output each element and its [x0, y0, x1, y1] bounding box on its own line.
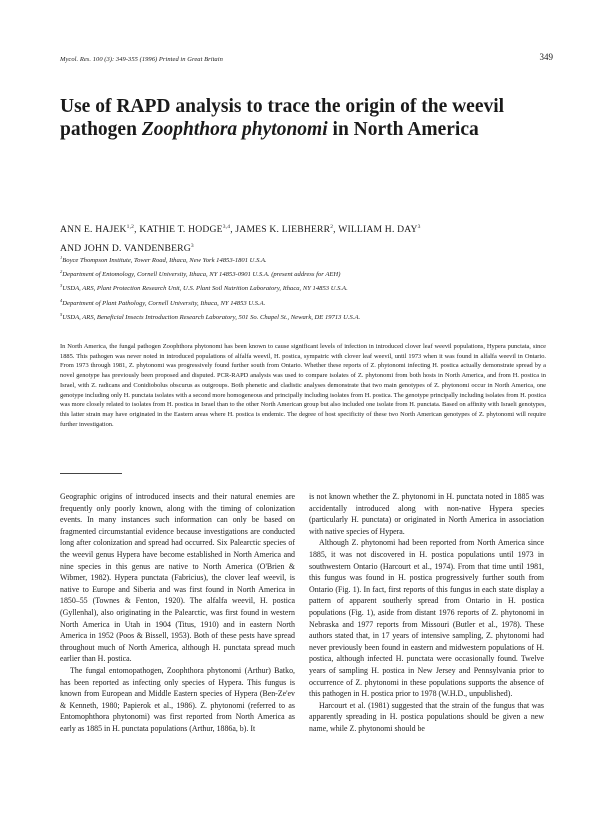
author [139, 224, 230, 235]
title-line-2-suffix: in North America [327, 119, 479, 140]
author [60, 224, 134, 235]
affiliation-list [60, 252, 550, 323]
author-name: WILLIAM H. DAY [338, 224, 418, 236]
author-name: ANN E. HAJEK [60, 224, 127, 236]
author-affiliation-marker: 3 [190, 243, 194, 250]
title-line-1: Use of RAPD analysis to trace the origin of the weevil [60, 96, 505, 117]
body-column-left [60, 491, 295, 734]
body-paragraph: Although Z. phytonomi had been reported from North America since 1885, it was not discovered in H. postica populations until 1973 in southwestern Ontario (Harcourt et al., 1974). From that time until 1981, this fungus was found in H. postica progressively further south from Ontario (Fig. 1). In fact, first reports of this fungus in each state display a pattern of apparent southerly spread from Ontario in H. postica populations (Fig. 1), aside from distant 1976 reports of Z. phytonomi in Nebraska and 1977 reports from Missouri (Butler et al., 1978). These authors stated that, in 17 years of intensive sampling, Z. phytonomi had never previously been found in eastern and midwestern populations of H. postica, although infected H. punctata were occasionally found. Twelve years of sampling H. postica in New Jersey and Pennsylvania prior to occurrence of Z. phytonomi in these populations supports the absence of this pathogen in H. postica prior to 1978 (W.H.D., unpublished). [309, 538, 544, 699]
title-species-name: Zoophthora phytonomi [141, 119, 328, 140]
author-affiliation-marker: 3 [417, 224, 421, 230]
body-paragraph: The fungal entomopathogen, Zoophthora phytonomi (Arthur) Batko, has been reported as infecting only species of Hypera. This fungus is known from European and Middle Eastern species of Hypera (Ben-Ze'ev & Kenneth, 1980; Papierok et al., 1986). Z. phytonomi (referred to as Entomophthora phytonomi) was first reported from North America as early as 1885 in H. punctata populations (Arthur, 1886a, b). It [60, 665, 295, 733]
body-paragraph: Geographic origins of introduced insects and their natural enemies are frequently only poorly known, along with the timing of colonization events. In many instances such information can only be based on fragmented circumstantial evidence because investigations are conducted long after colonization and spread had occurred. Six Palearctic species of the weevil genus Hypera have become established in North America and nine species in this genus are native to North America (O'Brien & Wibmer, 1982). Hypera punctata (Fabricius), the clover leaf weevil, is native to Europe and Siberia and was first found in North America in 1850–55 (Townes & Fenton, 1920). The alfalfa weevil, H. postica (Gyllenhal), also originating in the Palearctic, was first found in western North America in Utah in 1904 (Titus, 1910) and in eastern North America in 1952 (Poos & Bissell, 1953). Both of these pests have spread throughout much of North America, although H. punctata spread much earlier than H. postica. [60, 492, 295, 664]
body-column-right [309, 491, 544, 734]
author-affiliation-marker: 3,4 [222, 224, 231, 230]
paper-title [60, 95, 530, 141]
author-name: JAMES K. LIEBHERR [235, 224, 331, 236]
body-paragraph: is not known whether the Z. phytonomi in H. punctata noted in 1885 was accidentally introduced along with non-native Hypera species (particularly H. punctata) or originated in North America in association with native species of Hypera. [309, 492, 544, 536]
affiliation: $^5$USDA, ARS, Beneficial Insects Introduction Research Laboratory, 501 So. Chapel St., Newark, DE 19713 U.S.A. [60, 311, 361, 321]
abstract: In North America, the fungal pathogen Zoophthora phytonomi has been known to cause significant levels of infection in introduced clover leaf weevil populations, Hypera punctata, since 1885. This pathogen was never noted in introduced populations of alfalfa weevil, H. postica, sympatric with clover leaf weevil, until 1973 when it was found in alfalfa weevil in Ontario. From 1973 through 1981, Z. phytonomi was progressively found further south from Ontario. Whether these reports of Z. phytonomi infecting H. postica actually demonstrate spread by a novel genotype has previously been proposed and disputed. PCR-RAPD analysis was used to compare isolates of Z. phytonomi from both hosts in North America, and from H. postica in Israel, with Z. radicans and Conidiobolus obscurus as outgroups. Both phenetic and cladistic analyses demonstrate that two main genotypes of Z. phytonomi occur in North America, one genotype including only H. punctata isolates with a second more homogeneous and principally including isolates from H. postica. The genotype principally including isolates from H. postica was more closely related to isolates from H. postica in Israel than to the other North American group but also included one isolate from H. punctata. Based on affinity with Israeli genotypes, this latter strain may have originated in the Eastern areas where H. postica is endemic. The degree of host specificity of these two North American genotypes of Z. phytonomi will require further investigation. [60, 343, 546, 428]
journal-citation: Mycol. Res. 100 (3): 349-355 (1996) Printed in Great Britain [60, 56, 223, 63]
affiliation: $^3$USDA, ARS, Plant Protection Research Unit, U.S. Plant Soil Nutrition Laboratory, Ithaca, NY 14853 U.S.A. [60, 283, 348, 293]
author-affiliation-marker: 1,2 [126, 224, 135, 230]
affiliation: $^2$Department of Entomology, Cornell University, Ithaca, NY 14853-0901 U.S.A. (present address for AEH) [60, 269, 341, 279]
affiliation: $^1$Boyce Thompson Institute, Tower Road, Ithaca, New York 14853-1801 U.S.A. [60, 255, 267, 265]
author [235, 224, 333, 235]
section-divider [60, 473, 122, 474]
author-list: ANN E. HAJEK$^{1,2}$, KATHIE T. HODGE$^{3,4}$, JAMES K. LIEBHERR$^2$, WILLIAM H. DAY$^3$ AND JOHN D. VANDENBERG$^3$ [60, 224, 421, 255]
body-paragraph: Harcourt et al. (1981) suggested that the strain of the fungus that was apparently spreading in H. postica populations should be given a new name, while Z. phytonomi should be [309, 700, 544, 733]
author-name: KATHIE T. HODGE [139, 224, 223, 236]
page-number: 349 [539, 52, 553, 62]
affiliation: $^4$Department of Plant Pathology, Cornell University, Ithaca, NY 14853 U.S.A. [60, 297, 266, 307]
author [338, 224, 420, 235]
author-affiliation-marker: 2 [330, 224, 334, 230]
title-line-2-prefix: pathogen [60, 119, 142, 140]
author-name: JOHN D. VANDENBERG [83, 243, 191, 255]
